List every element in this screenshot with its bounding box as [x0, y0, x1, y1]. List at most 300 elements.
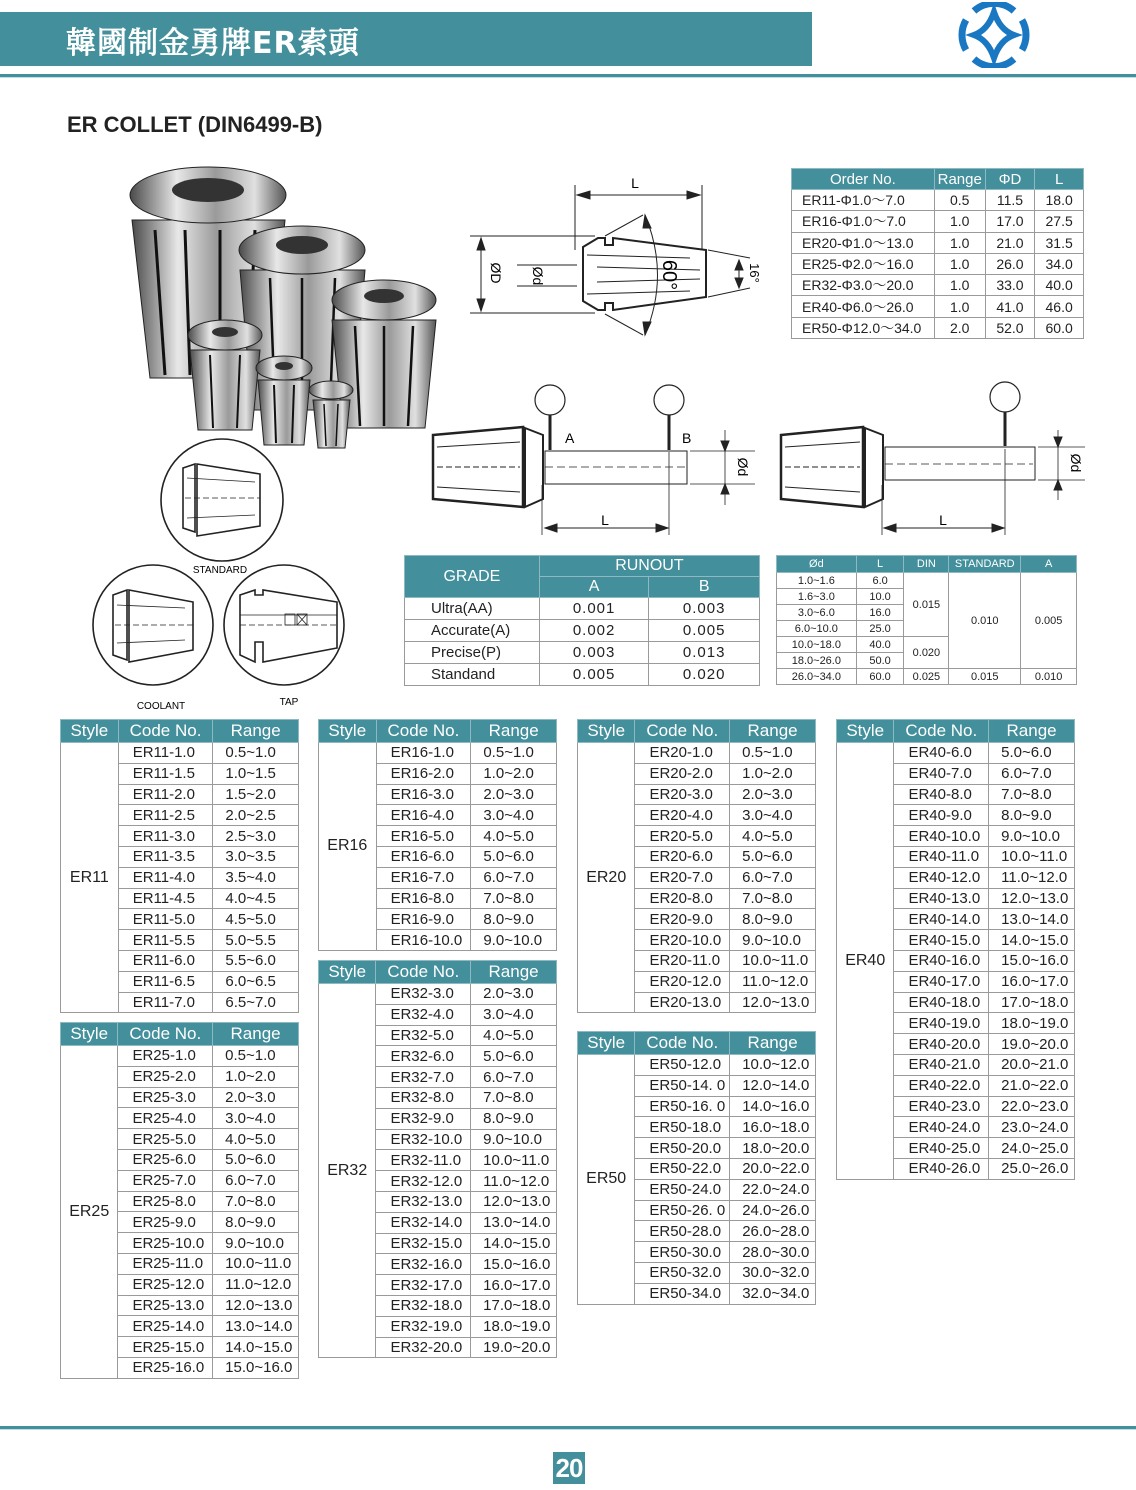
table-row	[792, 275, 1084, 296]
cell-code-no: ER50-34.0	[635, 1283, 730, 1304]
col-style: Style	[319, 961, 376, 984]
cell-outer-diameter: 17.0	[985, 211, 1035, 232]
col-grade: GRADE	[405, 556, 540, 598]
cell-d: 26.0~34.0	[777, 669, 857, 685]
table-row	[837, 743, 1075, 764]
cell-a: 0.005	[1021, 573, 1077, 669]
cell-range: 0.5~1.0	[213, 743, 299, 764]
cell-code-no: ER40-13.0	[894, 888, 989, 909]
code-table-er50	[577, 1031, 816, 1305]
cell-range: 1.0	[934, 232, 985, 253]
cell-range: 8.0~9.0	[213, 1212, 299, 1233]
col-range: Range	[471, 961, 557, 984]
cell-code-no: ER11-1.0	[118, 743, 213, 764]
page-number: 20	[553, 1452, 585, 1484]
standard-variant-circle	[161, 439, 283, 561]
col-range: Range	[471, 720, 557, 743]
cell-range: 24.0~26.0	[730, 1200, 816, 1221]
code-table-er11	[60, 719, 299, 1013]
cell-range: 18.0~19.0	[989, 1013, 1075, 1034]
cell-code-no: ER32-3.0	[376, 984, 471, 1005]
cell-grade: Standand	[405, 664, 540, 686]
cell-range: 4.0~5.0	[471, 826, 557, 847]
cell-range: 1.0~1.5	[213, 763, 299, 784]
cell-code-no: ER25-1.0	[118, 1046, 213, 1067]
cell-code-no: ER20-7.0	[635, 867, 730, 888]
cell-l: 50.0	[856, 653, 904, 669]
cell-range: 3.0~4.0	[471, 1004, 557, 1025]
cell-range: 5.5~6.0	[213, 950, 299, 971]
code-table-er16	[318, 719, 557, 951]
cell-range: 32.0~34.0	[730, 1283, 816, 1304]
cell-range: 9.0~10.0	[213, 1233, 299, 1254]
cell-code-no: ER25-11.0	[118, 1253, 213, 1274]
cell-range: 18.0~19.0	[471, 1316, 557, 1337]
cell-range: 14.0~15.0	[471, 1233, 557, 1254]
col-code-no: Code No.	[376, 720, 471, 743]
runout-diagram-two-point	[425, 375, 765, 535]
cell-range: 10.0~12.0	[730, 1055, 816, 1076]
cell-code-no: ER32-18.0	[376, 1295, 471, 1316]
table-row	[777, 573, 1077, 589]
cell-l: 16.0	[856, 605, 904, 621]
cell-code-no: ER25-4.0	[118, 1108, 213, 1129]
col-runout-b: B	[649, 577, 760, 598]
cell-range: 10.0~11.0	[471, 1150, 557, 1171]
table-row	[61, 743, 299, 764]
cell-code-no: ER32-16.0	[376, 1254, 471, 1275]
cell-code-no: ER32-19.0	[376, 1316, 471, 1337]
cell-length: 60.0	[1035, 317, 1084, 338]
cell-code-no: ER50-18.0	[635, 1117, 730, 1138]
cell-code-no: ER40-18.0	[894, 992, 989, 1013]
cell-code-no: ER20-11.0	[635, 950, 730, 971]
cell-code-no: ER20-10.0	[635, 930, 730, 951]
col-range: Range	[213, 720, 299, 743]
cell-order-no: ER40-Φ6.0～26.0	[792, 296, 935, 317]
col-style: Style	[578, 720, 635, 743]
cell-range: 2.0~3.0	[730, 784, 816, 805]
cell-standard: 0.015	[949, 669, 1021, 685]
cell-range: 14.0~16.0	[730, 1096, 816, 1117]
cell-code-no: ER32-12.0	[376, 1171, 471, 1192]
cell-code-no: ER11-2.5	[118, 805, 213, 826]
cell-range: 16.0~17.0	[989, 971, 1075, 992]
cell-code-no: ER40-6.0	[894, 743, 989, 764]
cell-range: 7.0~8.0	[471, 888, 557, 909]
cell-runout-a: 0.002	[539, 620, 649, 642]
cell-range: 3.0~4.0	[471, 805, 557, 826]
runout-grade-table	[404, 555, 760, 686]
cell-range: 4.0~5.0	[730, 826, 816, 847]
cell-range: 15.0~16.0	[471, 1254, 557, 1275]
cell-runout-a: 0.003	[539, 642, 649, 664]
cell-range: 9.0~10.0	[989, 826, 1075, 847]
cell-runout-a: 0.005	[539, 664, 649, 686]
cell-order-no: ER11-Φ1.0～7.0	[792, 190, 935, 211]
cell-style: ER32	[319, 984, 376, 1358]
cell-d: 1.6~3.0	[777, 589, 857, 605]
cell-l: 6.0	[856, 573, 904, 589]
cell-code-no: ER32-20.0	[376, 1337, 471, 1358]
cell-range: 7.0~8.0	[989, 784, 1075, 805]
cell-code-no: ER25-7.0	[118, 1170, 213, 1191]
header-rule-light	[0, 77, 1136, 78]
cell-code-no: ER11-3.0	[118, 826, 213, 847]
cell-l: 40.0	[856, 637, 904, 653]
cell-code-no: ER40-9.0	[894, 805, 989, 826]
cell-code-no: ER32-15.0	[376, 1233, 471, 1254]
cell-code-no: ER11-5.5	[118, 930, 213, 951]
cell-range: 22.0~24.0	[730, 1179, 816, 1200]
cell-range: 12.0~13.0	[989, 888, 1075, 909]
col-style: Style	[578, 1032, 635, 1055]
cell-code-no: ER50-28.0	[635, 1221, 730, 1242]
cell-range: 16.0~17.0	[471, 1275, 557, 1296]
col-standard: STANDARD	[949, 556, 1021, 573]
cell-code-no: ER16-3.0	[376, 784, 471, 805]
cell-range: 17.0~18.0	[989, 992, 1075, 1013]
cell-order-no: ER20-Φ1.0～13.0	[792, 232, 935, 253]
cell-code-no: ER16-4.0	[376, 805, 471, 826]
cell-range: 13.0~14.0	[471, 1212, 557, 1233]
cell-runout-a: 0.001	[539, 598, 649, 620]
label-angle-60: 60°	[658, 259, 680, 291]
cell-range: 23.0~24.0	[989, 1117, 1075, 1138]
cell-range: 3.0~4.0	[213, 1108, 299, 1129]
cell-code-no: ER40-7.0	[894, 763, 989, 784]
cell-code-no: ER40-10.0	[894, 826, 989, 847]
cell-range: 6.0~7.0	[989, 763, 1075, 784]
cell-range: 1.0~2.0	[213, 1066, 299, 1087]
cell-range: 5.0~6.0	[213, 1149, 299, 1170]
label-standard: STANDARD	[192, 565, 248, 576]
table-row	[319, 984, 557, 1005]
cell-outer-diameter: 52.0	[985, 317, 1035, 338]
cell-range: 0.5~1.0	[730, 743, 816, 764]
cell-range: 2.0~2.5	[213, 805, 299, 826]
cell-code-no: ER50-32.0	[635, 1262, 730, 1283]
label-L: L	[939, 512, 947, 528]
cell-l: 10.0	[856, 589, 904, 605]
col-runout: RUNOUT	[539, 556, 759, 577]
col-range: Range	[730, 1032, 816, 1055]
table-row	[405, 664, 760, 686]
cell-range: 4.5~5.0	[213, 909, 299, 930]
table-row	[405, 620, 760, 642]
collet-small-1	[188, 320, 262, 430]
cell-range: 28.0~30.0	[730, 1242, 816, 1263]
footer-rule-light	[0, 1429, 1136, 1430]
cell-runout-b: 0.020	[649, 664, 760, 686]
cell-code-no: ER32-11.0	[376, 1150, 471, 1171]
cell-range: 9.0~10.0	[730, 930, 816, 951]
table-row	[792, 232, 1084, 253]
cell-d: 10.0~18.0	[777, 637, 857, 653]
cell-code-no: ER25-5.0	[118, 1129, 213, 1150]
cell-code-no: ER16-10.0	[376, 930, 471, 951]
cell-style: ER11	[61, 743, 119, 1013]
cell-range: 8.0~9.0	[471, 909, 557, 930]
cell-code-no: ER20-9.0	[635, 909, 730, 930]
cell-range: 5.0~6.0	[989, 743, 1075, 764]
cell-range: 5.0~6.0	[471, 846, 557, 867]
header-title: 韓國制金勇牌ER索頭	[66, 26, 360, 61]
cell-code-no: ER50-20.0	[635, 1138, 730, 1159]
cell-code-no: ER32-4.0	[376, 1004, 471, 1025]
cell-code-no: ER40-26.0	[894, 1158, 989, 1179]
table-row	[792, 211, 1084, 232]
col-runout-a: A	[539, 577, 649, 598]
cell-range: 12.0~14.0	[730, 1075, 816, 1096]
cell-range: 7.0~8.0	[471, 1087, 557, 1108]
label-angle-16: 16°	[747, 263, 762, 283]
col-code-no: Code No.	[894, 720, 989, 743]
cell-code-no: ER32-10.0	[376, 1129, 471, 1150]
cell-code-no: ER20-8.0	[635, 888, 730, 909]
cell-code-no: ER32-8.0	[376, 1087, 471, 1108]
din-tolerance-table	[776, 555, 1077, 685]
cell-d: 3.0~6.0	[777, 605, 857, 621]
cell-code-no: ER25-12.0	[118, 1274, 213, 1295]
cell-code-no: ER32-9.0	[376, 1108, 471, 1129]
cell-code-no: ER25-6.0	[118, 1149, 213, 1170]
document-title: ER COLLET (DIN6499-B)	[67, 112, 323, 137]
cell-range: 0.5~1.0	[471, 743, 557, 764]
cell-range: 1.0	[934, 253, 985, 274]
cell-code-no: ER40-20.0	[894, 1034, 989, 1055]
cell-range: 6.5~7.0	[213, 992, 299, 1013]
cell-code-no: ER16-2.0	[376, 763, 471, 784]
cell-code-no: ER16-1.0	[376, 743, 471, 764]
cell-code-no: ER11-4.5	[118, 888, 213, 909]
label-diameter: Ød	[735, 457, 751, 477]
cell-l: 25.0	[856, 621, 904, 637]
cell-code-no: ER40-15.0	[894, 930, 989, 951]
cell-length: 27.5	[1035, 211, 1084, 232]
cell-code-no: ER20-4.0	[635, 805, 730, 826]
cell-code-no: ER11-1.5	[118, 763, 213, 784]
cell-range: 8.0~9.0	[471, 1108, 557, 1129]
col-din: DIN	[904, 556, 949, 573]
cell-range: 14.0~15.0	[989, 930, 1075, 951]
cell-code-no: ER50-30.0	[635, 1242, 730, 1263]
cell-code-no: ER16-9.0	[376, 909, 471, 930]
cell-code-no: ER20-6.0	[635, 846, 730, 867]
table-row	[777, 669, 1077, 685]
cell-outer-diameter: 26.0	[985, 253, 1035, 274]
cell-code-no: ER25-15.0	[118, 1337, 213, 1358]
cell-range: 6.0~7.0	[471, 867, 557, 888]
cell-range: 26.0~28.0	[730, 1221, 816, 1242]
cell-din: 0.020	[904, 637, 949, 669]
cell-range: 15.0~16.0	[989, 950, 1075, 971]
cell-runout-b: 0.013	[649, 642, 760, 664]
cell-range: 25.0~26.0	[989, 1158, 1075, 1179]
cell-range: 9.0~10.0	[471, 1129, 557, 1150]
cell-code-no: ER11-4.0	[118, 867, 213, 888]
cell-code-no: ER32-17.0	[376, 1275, 471, 1296]
cell-l: 60.0	[856, 669, 904, 685]
col-range: Range	[934, 169, 985, 190]
table-row	[578, 743, 816, 764]
cell-range: 1.0	[934, 211, 985, 232]
cell-code-no: ER32-14.0	[376, 1212, 471, 1233]
cell-range: 2.5~3.0	[213, 826, 299, 847]
cell-code-no: ER40-14.0	[894, 909, 989, 930]
cell-style: ER40	[837, 743, 894, 1180]
col-a: A	[1021, 556, 1077, 573]
cell-range: 12.0~13.0	[730, 992, 816, 1013]
table-row	[61, 1046, 299, 1067]
cell-runout-b: 0.005	[649, 620, 760, 642]
cell-code-no: ER25-3.0	[118, 1087, 213, 1108]
table-row	[405, 598, 760, 620]
cell-range: 0.5~1.0	[213, 1046, 299, 1067]
brand-logo-icon	[956, 2, 1032, 68]
cell-range: 11.0~12.0	[471, 1171, 557, 1192]
cell-code-no: ER25-13.0	[118, 1295, 213, 1316]
col-code-no: Code No.	[635, 1032, 730, 1055]
cell-code-no: ER50-24.0	[635, 1179, 730, 1200]
cell-din: 0.015	[904, 573, 949, 637]
cell-range: 21.0~22.0	[989, 1075, 1075, 1096]
cell-style: ER16	[319, 743, 377, 951]
cell-order-no: ER32-Φ3.0～20.0	[792, 275, 935, 296]
cell-code-no: ER50-26. 0	[635, 1200, 730, 1221]
cell-length: 18.0	[1035, 190, 1084, 211]
cell-range: 30.0~32.0	[730, 1262, 816, 1283]
col-style: Style	[61, 720, 119, 743]
table-row	[792, 296, 1084, 317]
cell-code-no: ER32-6.0	[376, 1046, 471, 1067]
cell-range: 1.0~2.0	[471, 763, 557, 784]
cell-code-no: ER11-5.0	[118, 909, 213, 930]
cell-range: 4.0~5.0	[471, 1025, 557, 1046]
cell-code-no: ER11-6.0	[118, 950, 213, 971]
col-code-no: Code No.	[118, 1023, 213, 1046]
cell-range: 1.5~2.0	[213, 784, 299, 805]
cell-range: 2.0~3.0	[471, 784, 557, 805]
label-point-a: A	[565, 430, 575, 446]
collet-product-photo	[110, 150, 440, 450]
cell-length: 34.0	[1035, 253, 1084, 274]
cell-style: ER20	[578, 743, 635, 1013]
cell-range: 12.0~13.0	[471, 1191, 557, 1212]
cell-range: 12.0~13.0	[213, 1295, 299, 1316]
cell-code-no: ER40-17.0	[894, 971, 989, 992]
runout-diagram-single-point	[775, 375, 1095, 535]
cell-range: 10.0~11.0	[730, 950, 816, 971]
col-d: Ød	[777, 556, 857, 573]
col-style: Style	[837, 720, 894, 743]
cell-code-no: ER25-10.0	[118, 1233, 213, 1254]
cell-range: 6.0~6.5	[213, 971, 299, 992]
cell-range: 4.0~4.5	[213, 888, 299, 909]
code-table-er40	[836, 719, 1075, 1180]
cell-d: 18.0~26.0	[777, 653, 857, 669]
cell-code-no: ER16-8.0	[376, 888, 471, 909]
cell-code-no: ER40-12.0	[894, 867, 989, 888]
cell-code-no: ER40-23.0	[894, 1096, 989, 1117]
cell-style: ER25	[61, 1046, 118, 1379]
cell-outer-diameter: 21.0	[985, 232, 1035, 253]
cell-range: 11.0~12.0	[989, 867, 1075, 888]
label-tap: TAP	[279, 697, 299, 708]
cell-code-no: ER50-12.0	[635, 1055, 730, 1076]
cell-din: 0.025	[904, 669, 949, 685]
cell-range: 15.0~16.0	[213, 1357, 299, 1378]
cell-range: 19.0~20.0	[989, 1034, 1075, 1055]
cell-range: 5.0~5.5	[213, 930, 299, 951]
code-table-er32	[318, 960, 557, 1358]
cell-range: 2.0~3.0	[471, 984, 557, 1005]
cell-code-no: ER11-6.5	[118, 971, 213, 992]
cell-range: 5.0~6.0	[730, 846, 816, 867]
collet-variants-diagram	[85, 430, 345, 715]
cell-code-no: ER16-6.0	[376, 846, 471, 867]
cell-range: 19.0~20.0	[471, 1337, 557, 1358]
cell-range: 17.0~18.0	[471, 1295, 557, 1316]
cell-length: 40.0	[1035, 275, 1084, 296]
cell-code-no: ER20-3.0	[635, 784, 730, 805]
col-range: Range	[213, 1023, 299, 1046]
cell-range: 10.0~11.0	[213, 1253, 299, 1274]
table-row	[578, 1055, 816, 1076]
cell-code-no: ER11-2.0	[118, 784, 213, 805]
cell-range: 3.5~4.0	[213, 867, 299, 888]
cell-code-no: ER40-25.0	[894, 1138, 989, 1159]
cell-code-no: ER40-11.0	[894, 846, 989, 867]
cell-range: 16.0~18.0	[730, 1117, 816, 1138]
cell-code-no: ER40-22.0	[894, 1075, 989, 1096]
cell-d: 1.0~1.6	[777, 573, 857, 589]
cell-length: 46.0	[1035, 296, 1084, 317]
col-style: Style	[319, 720, 377, 743]
col-range: Range	[989, 720, 1075, 743]
cell-code-no: ER25-16.0	[118, 1357, 213, 1378]
cell-range: 8.0~9.0	[730, 909, 816, 930]
label-point-b: B	[682, 430, 692, 446]
cell-range: 3.0~3.5	[213, 846, 299, 867]
cell-range: 2.0	[934, 317, 985, 338]
cell-outer-diameter: 11.5	[985, 190, 1035, 211]
col-order-no: Order No.	[792, 169, 935, 190]
cell-code-no: ER50-22.0	[635, 1158, 730, 1179]
col-outer-diameter: ΦD	[985, 169, 1035, 190]
cell-code-no: ER20-2.0	[635, 763, 730, 784]
label-coolant: COOLANT	[136, 701, 186, 712]
cell-code-no: ER50-16. 0	[635, 1096, 730, 1117]
cell-range: 18.0~20.0	[730, 1138, 816, 1159]
collet-dimension-diagram	[465, 170, 775, 345]
cell-code-no: ER40-8.0	[894, 784, 989, 805]
col-code-no: Code No.	[376, 961, 471, 984]
cell-grade: Ultra(AA)	[405, 598, 540, 620]
cell-range: 3.0~4.0	[730, 805, 816, 826]
cell-range: 14.0~15.0	[213, 1337, 299, 1358]
cell-code-no: ER16-7.0	[376, 867, 471, 888]
code-table-er25	[60, 1022, 299, 1379]
order-table	[791, 168, 1084, 339]
label-outer-diameter: ØD	[488, 262, 504, 284]
cell-code-no: ER32-13.0	[376, 1191, 471, 1212]
cell-range: 13.0~14.0	[989, 909, 1075, 930]
cell-standard: 0.010	[949, 573, 1021, 669]
cell-code-no: ER40-21.0	[894, 1054, 989, 1075]
cell-grade: Precise(P)	[405, 642, 540, 664]
cell-style: ER50	[578, 1055, 635, 1305]
